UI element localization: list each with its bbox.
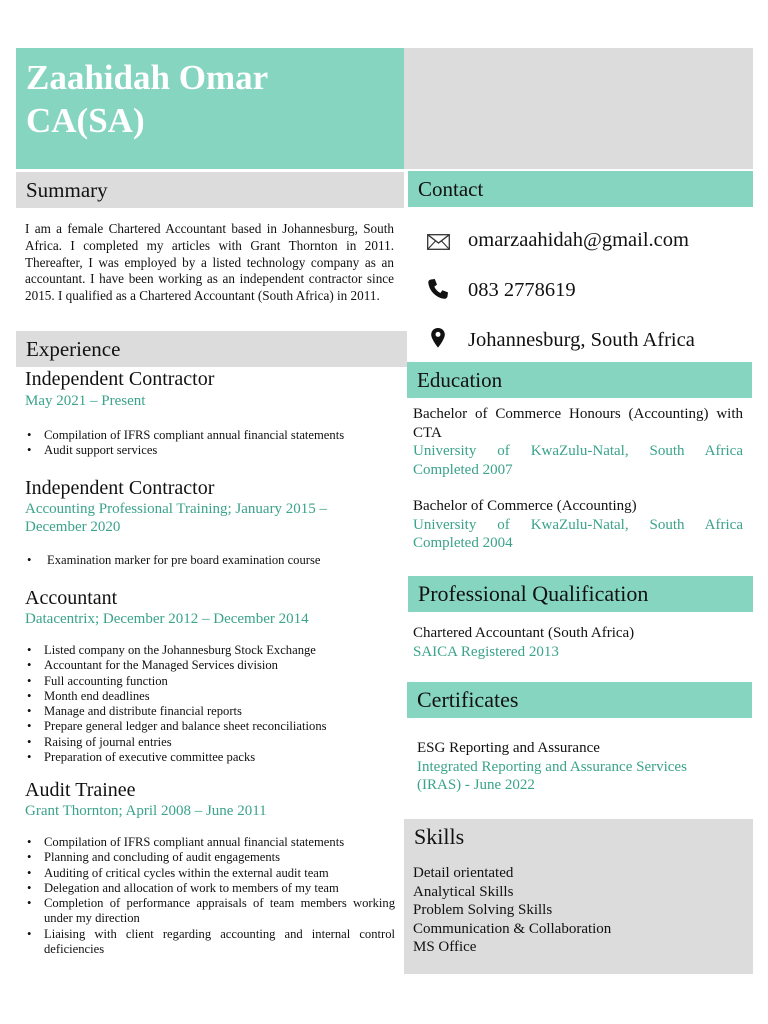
list-item: • Preparation of executive committee packs [25,750,395,765]
certificate-name: ESG Reporting and Assurance [417,740,600,756]
job-bullets [25,835,395,957]
education-item [413,405,743,479]
degree: Bachelor of Commerce (Accounting) [413,498,637,514]
contact-email[interactable]: omarzaahidah@gmail.com [468,229,689,251]
qualification-name: Chartered Accountant (South Africa) [413,625,635,641]
job-subtitle: Grant Thornton; April 2008 – June 2011 [25,803,267,819]
list-item: • Completion of performance appraisals of team members working under my direction [25,896,395,927]
list-item: • Full accounting function [25,674,395,689]
skill-item: Detail orientated [413,865,514,881]
list-item: • Accountant for the Managed Services division [25,658,395,673]
institution: University of KwaZulu-Natal, South Africa [413,443,743,459]
qualification-detail: SAICA Registered 2013 [413,643,559,660]
qualification-block [413,624,743,661]
summary-header: Summary [16,172,404,208]
skills-panel [404,819,753,974]
job-4 [25,779,395,957]
job-title: Audit Trainee [25,779,136,801]
list-item: • Compilation of IFRS compliant annual financial statements [25,428,395,443]
certificate-detail-2: (IRAS) - June 2022 [417,777,535,793]
list-item: • Month end deadlines [25,689,395,704]
job-title: Accountant [25,587,118,609]
location-pin-icon [425,325,451,351]
certificates-block [417,739,747,795]
contact-phone: 083 2778619 [468,279,576,301]
list-item: • Manage and distribute financial reports [25,704,395,719]
education-list [413,405,743,553]
list-item: • Compilation of IFRS compliant annual financial statements [25,835,395,850]
job-1 [25,368,395,459]
job-3 [25,587,395,765]
contact-header: Contact [408,171,753,207]
certificate-detail-1: Integrated Reporting and Assurance Services [417,758,687,775]
list-item: • Audit support services [25,443,395,458]
job-subtitle: May 2021 – Present [25,393,146,409]
experience-header: Experience [16,331,407,367]
job-subtitle: Datacentrix; December 2012 – December 2014 [25,611,309,627]
skill-item: Analytical Skills [413,883,514,900]
envelope-icon [425,229,451,255]
job-bullets [25,428,395,459]
skills-header: Skills [414,824,465,849]
list-item: • Delegation and allocation of work to members of my team [25,881,395,896]
contact-list [420,227,750,357]
institution: University of KwaZulu-Natal, South Africa [413,516,743,533]
degree: Bachelor of Commerce Honours (Accounting) with CTA [413,406,743,441]
job-2 [25,477,395,568]
name-banner [16,48,404,169]
list-item: • Planning and concluding of audit engagements [25,850,395,865]
skills-list [413,864,611,957]
job-title: Independent Contractor [25,368,215,390]
name-line-1: Zaahidah Omar [26,58,269,97]
summary-text: I am a female Chartered Accountant based in Johannesburg, South Africa. I completed my articles with Grant Thornton in 2011. Thereafter, I was employed by a listed technology company as an accountant. I have been working as an independent contractor since 2015. I qualified as a Chartered Accountant (South Africa) in 2011. [25,221,394,304]
certificates-header: Certificates [407,682,752,718]
list-item: • Liaising with client regarding accounting and internal control deficiencies [25,927,395,958]
header-gray-panel [404,48,753,169]
completed: Completed 2007 [413,461,513,478]
list-item: • Examination marker for pre board examination course [25,553,395,568]
education-item [413,497,743,553]
list-item: • Auditing of critical cycles within the external audit team [25,866,395,881]
contact-location: Johannesburg, South Africa [468,329,695,351]
qualification-header: Professional Qualification [408,576,753,612]
skill-item: Communication & Collaboration [413,920,612,937]
skill-item: MS Office [413,939,477,955]
education-header: Education [407,362,752,398]
job-bullets [25,643,395,765]
list-item: • Prepare general ledger and balance sheet reconciliations [25,719,395,734]
skill-item: Problem Solving Skills [413,902,553,918]
phone-icon [425,276,451,302]
job-subtitle: Accounting Professional Training; January 2015 – December 2020 [25,501,328,535]
list-item: • Listed company on the Johannesburg Stock Exchange [25,643,395,658]
name-line-2: CA(SA) [26,101,145,140]
list-item: • Raising of journal entries [25,735,395,750]
job-title: Independent Contractor [25,477,215,499]
job-bullets [25,553,395,568]
completed: Completed 2004 [413,535,513,551]
